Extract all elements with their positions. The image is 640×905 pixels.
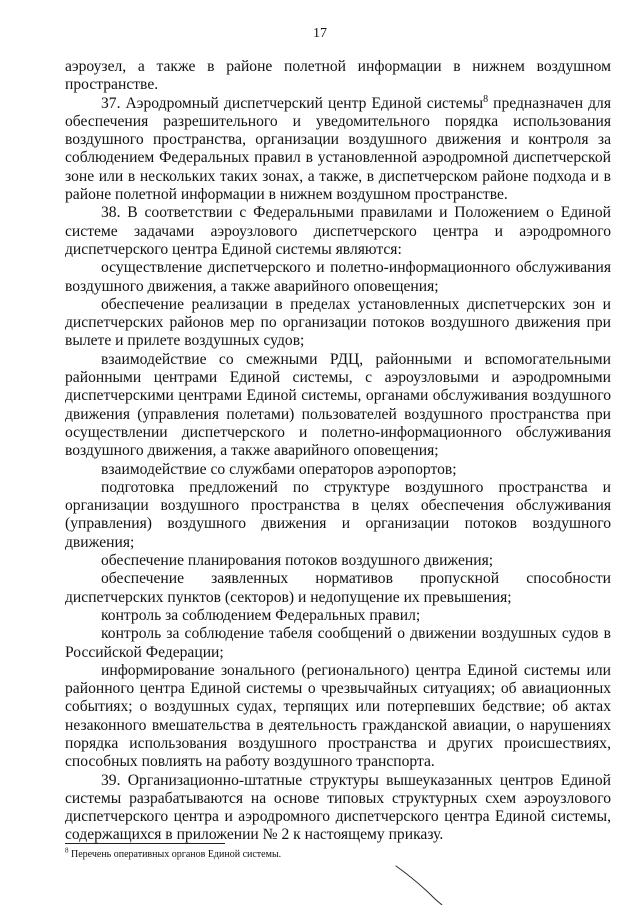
paragraph-37-start: 37. Аэродромный диспетчерский центр Единой системы xyxy=(101,94,484,112)
paragraph-39: 39. Организационно-штатные структуры вышеуказанных центров Единой системы разрабатываются на основе типовых структурных схем аэроузлового диспетчерского центра и аэродромного диспетчерского центра Единой системы, содержащихся в приложении № 2 к настоящему приказу. xyxy=(65,771,611,844)
footnote-mark: 8 xyxy=(65,846,69,855)
footnote-divider xyxy=(65,843,225,844)
list-item-message-table-control: контроль за соблюдение табеля сообщений о движении воздушных судов в Российской Федерации; xyxy=(65,625,611,661)
footnote-text: Перечень оперативных органов Единой системы. xyxy=(68,849,282,860)
list-item-rules-control: контроль за соблюдением Федеральных правил; xyxy=(101,606,421,624)
list-item-control-service: осуществление диспетчерского и полетно-информационного обслуживания воздушного движения, а также аварийного оповещения; xyxy=(65,259,611,295)
list-item-interaction-centers: взаимодействие со смежными РДЦ, районными и вспомогательными районными центрами Единой системы, с аэроузловыми и аэродромными диспетчерскими центрами Единой системы, органами обслуживания воздушного движения (управления полетами) пользователей воздушного пространства при осуществлении диспетчерского и полетно-информационного обслуживания воздушного движения, а также аварийного оповещения; xyxy=(65,350,611,460)
paragraph-continuation: аэроузел, а также в районе полетной информации в нижнем воздушном пространстве. xyxy=(65,58,611,94)
footnote-reference: 8 xyxy=(483,93,489,105)
list-item-flow-measures: обеспечение реализации в пределах установленных диспетчерских зон и диспетчерских районов мер по организации потоков воздушного движения при вылете и прилете воздушных судов; xyxy=(65,295,611,350)
paragraph-37 xyxy=(65,95,611,205)
footnote xyxy=(65,846,605,861)
body-text xyxy=(65,58,611,845)
paragraph-37-rest: предназначен для обеспечения разрешительного и уведомительного порядка использования воздушного пространства, организации воздушного движения и контроля за соблюдением Федеральных правил в установленной аэродромной диспетчерской зоне или в нескольких таких зонах, а также, в диспетчерском районе подхода и в районе полетной информации в нижнем воздушном пространстве. xyxy=(65,94,611,204)
pen-stroke-mark xyxy=(388,862,468,905)
list-item-capacity: обеспечение заявленных нормативов пропускной способности диспетчерских пунктов (секторов) и недопущение их превышения; xyxy=(65,570,611,606)
list-item-informing: информирование зонального (регионального) центра Единой системы или районного центра Единой системы о чрезвычайных ситуациях; об авиационных событиях; о воздушных судах, терпящих или потерпевших бедствие; об актах незаконного вмешательства в деятельность гражданской авиации, о нарушениях порядка использования воздушного пространства и других происшествиях, способных повлиять на работу воздушного транспорта. xyxy=(65,661,611,771)
list-item-interaction-airports: взаимодействие со службами операторов аэропортов; xyxy=(101,460,457,478)
list-item-flow-planning: обеспечение планирования потоков воздушного движения; xyxy=(101,552,494,570)
paragraph-38: 38. В соответствии с Федеральными правилами и Положением о Единой системе задачами аэроузлового диспетчерского центра и аэродромного диспетчерского центра Единой системы являются: xyxy=(65,204,611,258)
list-item-airspace-proposals: подготовка предложений по структуре воздушного пространства и организации воздушного пространства в целях обеспечения обслуживания (управления) воздушного движения и организации потоков воздушного движения; xyxy=(65,478,611,551)
page-number: 17 xyxy=(313,26,327,41)
